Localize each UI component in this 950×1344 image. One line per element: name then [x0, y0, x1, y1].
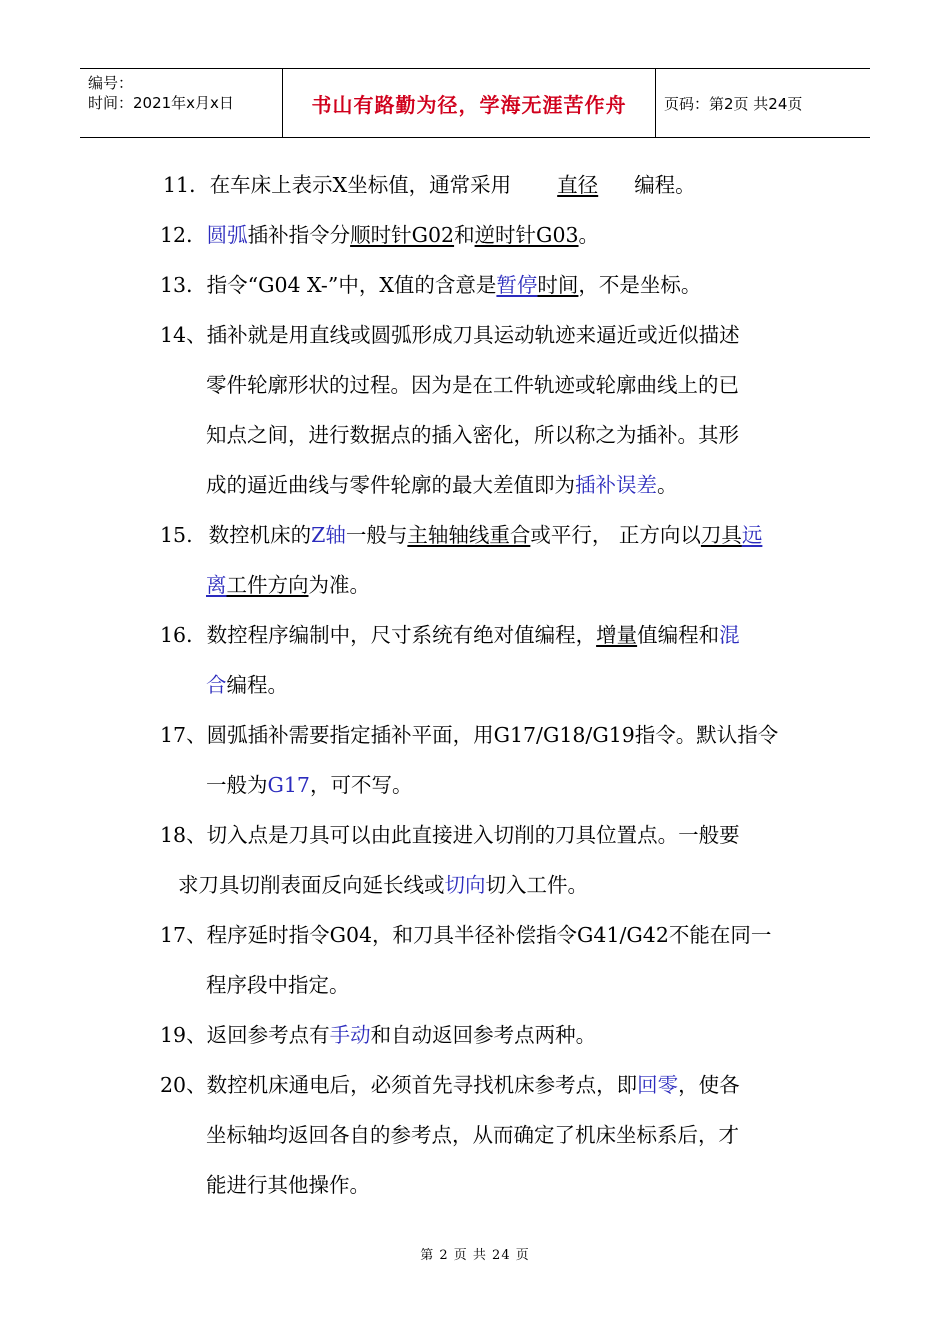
answer-text: 时间: [537, 273, 579, 297]
item-text: 切入点是刀具可以由此直接进入切削的刀具位置点。一般要: [206, 823, 740, 847]
item-text: 和: [454, 223, 475, 247]
answer-text: 手动: [329, 1023, 371, 1047]
item-text: 一般与: [345, 523, 408, 547]
item-text: 返回参考点有: [206, 1023, 330, 1047]
item-18-line-1: [160, 820, 740, 850]
answer-text: 增量: [596, 623, 638, 647]
answer-text: 离: [206, 573, 227, 597]
item-text: 和自动返回参考点两种。: [370, 1023, 597, 1047]
item-number: 20、: [160, 1073, 207, 1097]
item-text: 。: [657, 473, 678, 497]
answer-text: 回零: [637, 1073, 679, 1097]
item-14-line-1: [160, 320, 740, 350]
answer-text: 远: [741, 523, 763, 547]
item-text: 或平行， 正方向以: [530, 523, 701, 547]
item-text: 切入工件。: [485, 873, 588, 897]
answer-blank: [511, 173, 634, 197]
item-number: 16．: [160, 623, 207, 647]
item-14-line-2: 零件轮廓形状的过程。因为是在工件轨迹或轮廓曲线上的已: [206, 373, 739, 397]
item-text: 成的逼近曲线与零件轮廓的最大差值即为: [206, 473, 575, 497]
answer-text: 直径: [557, 173, 599, 197]
item-text: ，使各: [678, 1073, 740, 1097]
item-14-line-4: [206, 470, 678, 500]
item-text: 数控机床通电后，必须首先寻找机床参考点，即: [206, 1073, 638, 1097]
item-number: 19、: [160, 1023, 207, 1047]
page-header: [80, 68, 870, 138]
item-12: [160, 220, 599, 250]
answer-text: 混: [719, 623, 740, 647]
item-number: 13．: [160, 273, 207, 297]
item-text: 指令“G04 X-”中，X值的含意是: [206, 273, 497, 297]
item-number: 12．: [160, 223, 207, 247]
answer-text: 主轴轴线重合: [407, 523, 531, 547]
answer-text: 合: [206, 673, 227, 697]
item-number: 11．: [163, 173, 210, 197]
item-17b-line-1: [160, 920, 771, 950]
header-number: 编号：: [88, 74, 134, 92]
item-text: 插补就是用直线或圆弧形成刀具运动轨迹来逼近或近似描述: [206, 323, 740, 347]
item-text: 数控程序编制中，尺寸系统有绝对值编程，: [206, 623, 597, 647]
item-number: 14、: [160, 323, 207, 347]
page-footer: 第 2 页 共 24 页: [420, 1248, 530, 1263]
header-motto: 书山有路勤为径，学海无涯苦作舟: [311, 92, 627, 117]
header-divider: [655, 69, 656, 137]
item-18-line-2: [178, 870, 588, 900]
answer-text: Z轴: [311, 523, 346, 547]
answer-text: 工件方向: [226, 573, 309, 597]
answer-text: 插补误差: [575, 473, 657, 497]
header-date: 时间：2021年x月x日: [88, 94, 234, 112]
item-19: [160, 1020, 596, 1050]
item-14-line-3: 知点之间，进行数据点的插入密化，所以称之为插补。其形: [206, 423, 739, 447]
item-text: 为准。: [308, 573, 370, 597]
item-text: 求刀具切削表面反向延长线或: [178, 873, 445, 897]
item-17b-line-2: 程序段中指定。: [206, 973, 350, 997]
item-text: ，不是坐标。: [578, 273, 702, 297]
item-number: 18、: [160, 823, 207, 847]
item-11: [163, 170, 696, 200]
item-text: 插补指令分: [247, 223, 351, 247]
item-number: 15.: [160, 523, 193, 547]
item-number: 17、: [160, 923, 207, 947]
item-text: 数控机床的: [208, 523, 312, 547]
answer-text: 暂停: [496, 273, 538, 297]
item-text: 圆弧插补需要指定插补平面，用G17/G18/G19指令。默认指令: [206, 723, 779, 747]
item-16-line-1: [160, 620, 740, 650]
item-text: 编程。: [634, 173, 696, 197]
item-17a-line-2: [206, 770, 412, 800]
answer-text: 圆弧: [206, 223, 248, 247]
item-20-line-1: [160, 1070, 740, 1100]
item-text: 一般为: [206, 773, 268, 797]
header-page-info: 页码：第2页 共24页: [664, 94, 803, 113]
answer-text: G17: [267, 773, 310, 797]
item-17a-line-1: [160, 720, 778, 750]
item-number: 17、: [160, 723, 207, 747]
item-text: ，可不写。: [309, 773, 413, 797]
item-text: 在车床上表示X坐标值，通常采用: [209, 173, 512, 197]
item-text: 值编程和: [637, 623, 720, 647]
item-20-line-3: 能进行其他操作。: [206, 1173, 370, 1197]
item-16-line-2: [206, 670, 288, 700]
answer-text: 切向: [444, 873, 486, 897]
item-text: 程序延时指令G04，和刀具半径补偿指令G41/G42不能在同一: [206, 923, 772, 947]
item-text: 。: [578, 223, 600, 247]
item-13: [160, 270, 701, 300]
item-15-line-1: [160, 520, 762, 550]
answer-text: 刀具: [700, 523, 742, 547]
item-text: 编程。: [226, 673, 288, 697]
header-meta: [88, 73, 288, 113]
item-15-line-2: [206, 570, 370, 600]
answer-text: 逆时针G03: [474, 223, 579, 247]
item-20-line-2: 坐标轴均返回各自的参考点，从而确定了机床坐标系后，才: [206, 1123, 739, 1147]
answer-text: 顺时针G02: [350, 223, 455, 247]
